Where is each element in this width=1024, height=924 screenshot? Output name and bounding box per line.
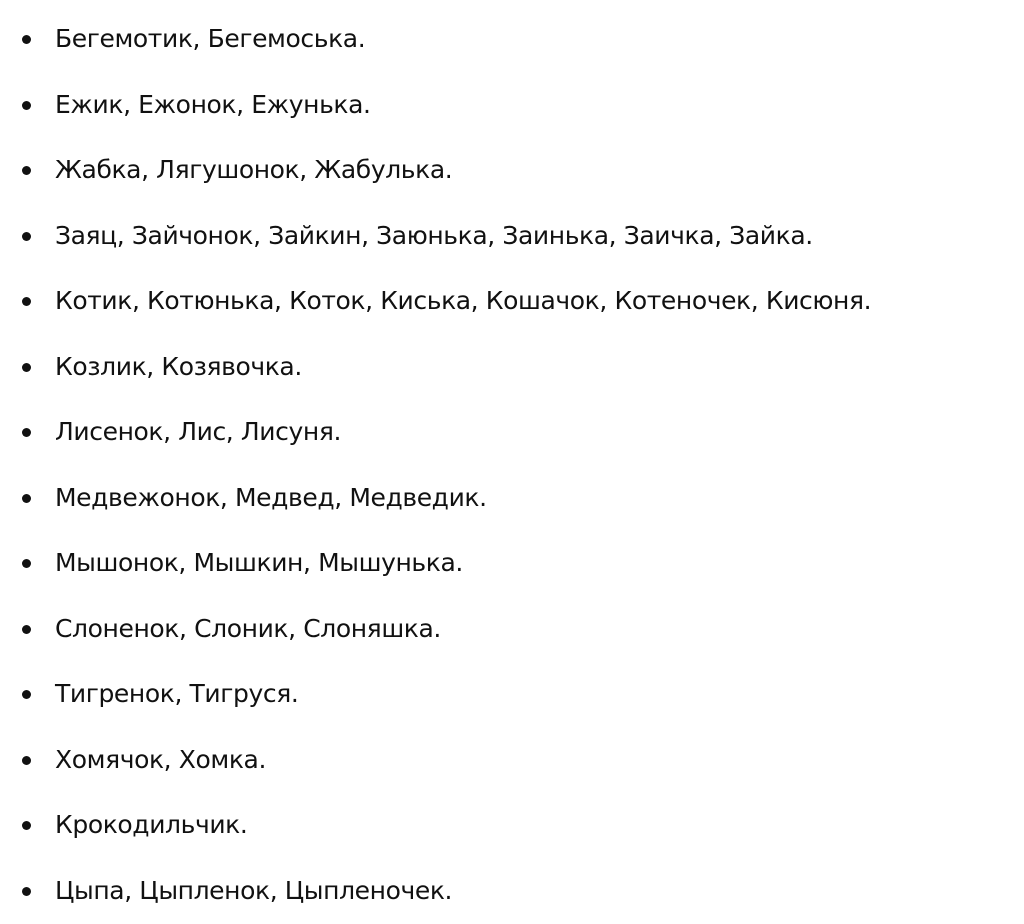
- list-item: [0, 727, 1024, 793]
- list-item-text: Крокодильчик.: [55, 810, 248, 839]
- bullet-icon: [22, 494, 31, 503]
- bullet-icon: [22, 35, 31, 44]
- list-item: [0, 268, 1024, 334]
- list-item-text: Тигренок, Тигруся.: [55, 679, 299, 708]
- list-item: [0, 203, 1024, 269]
- list-item-text: Слоненок, Слоник, Слоняшка.: [55, 613, 441, 643]
- bullet-icon: [22, 428, 31, 437]
- list-item-text: Хомячок, Хомка.: [55, 744, 267, 774]
- list-item: [0, 661, 1024, 727]
- list-item-text: Цыпа, Цыпленок, Цыпленочек.: [55, 875, 453, 905]
- list-item-text: Мышонок, Мышкин, Мышунька.: [55, 548, 463, 577]
- bullet-icon: [22, 887, 31, 896]
- list-item: [0, 6, 1024, 72]
- list-item: [0, 530, 1024, 596]
- list-item-text: Жабка, Лягушонок, Жабулька.: [55, 155, 453, 184]
- list-item: [0, 137, 1024, 203]
- bullet-icon: [22, 559, 31, 568]
- list-item: [0, 334, 1024, 400]
- list-item-text: Заяц, Зайчонок, Зайкин, Заюнька, Заинька, Заичка, Зайка.: [55, 220, 813, 250]
- list-item-text: Козлик, Козявочка.: [55, 351, 302, 381]
- bullet-icon: [22, 690, 31, 699]
- bullet-icon: [22, 297, 31, 306]
- bullet-icon: [22, 756, 31, 765]
- list-item: [0, 399, 1024, 465]
- list-item: [0, 792, 1024, 858]
- nickname-list: [0, 6, 1024, 923]
- list-item-text: Котик, Котюнька, Коток, Киська, Кошачок, Котеночек, Кисюня.: [55, 286, 872, 315]
- bullet-icon: [22, 625, 31, 634]
- list-item: [0, 858, 1024, 924]
- list-item-text: Лисенок, Лис, Лисуня.: [55, 417, 342, 446]
- list-item-text: Ежик, Ежонок, Ежунька.: [55, 89, 371, 119]
- bullet-icon: [22, 363, 31, 372]
- bullet-icon: [22, 166, 31, 175]
- bullet-icon: [22, 101, 31, 110]
- list-item: [0, 596, 1024, 662]
- list-item-text: Бегемотик, Бегемоська.: [55, 24, 366, 53]
- list-item: [0, 72, 1024, 138]
- bullet-icon: [22, 821, 31, 830]
- list-item-text: Медвежонок, Медвед, Медведик.: [55, 482, 487, 512]
- list-item: [0, 465, 1024, 531]
- bullet-icon: [22, 232, 31, 241]
